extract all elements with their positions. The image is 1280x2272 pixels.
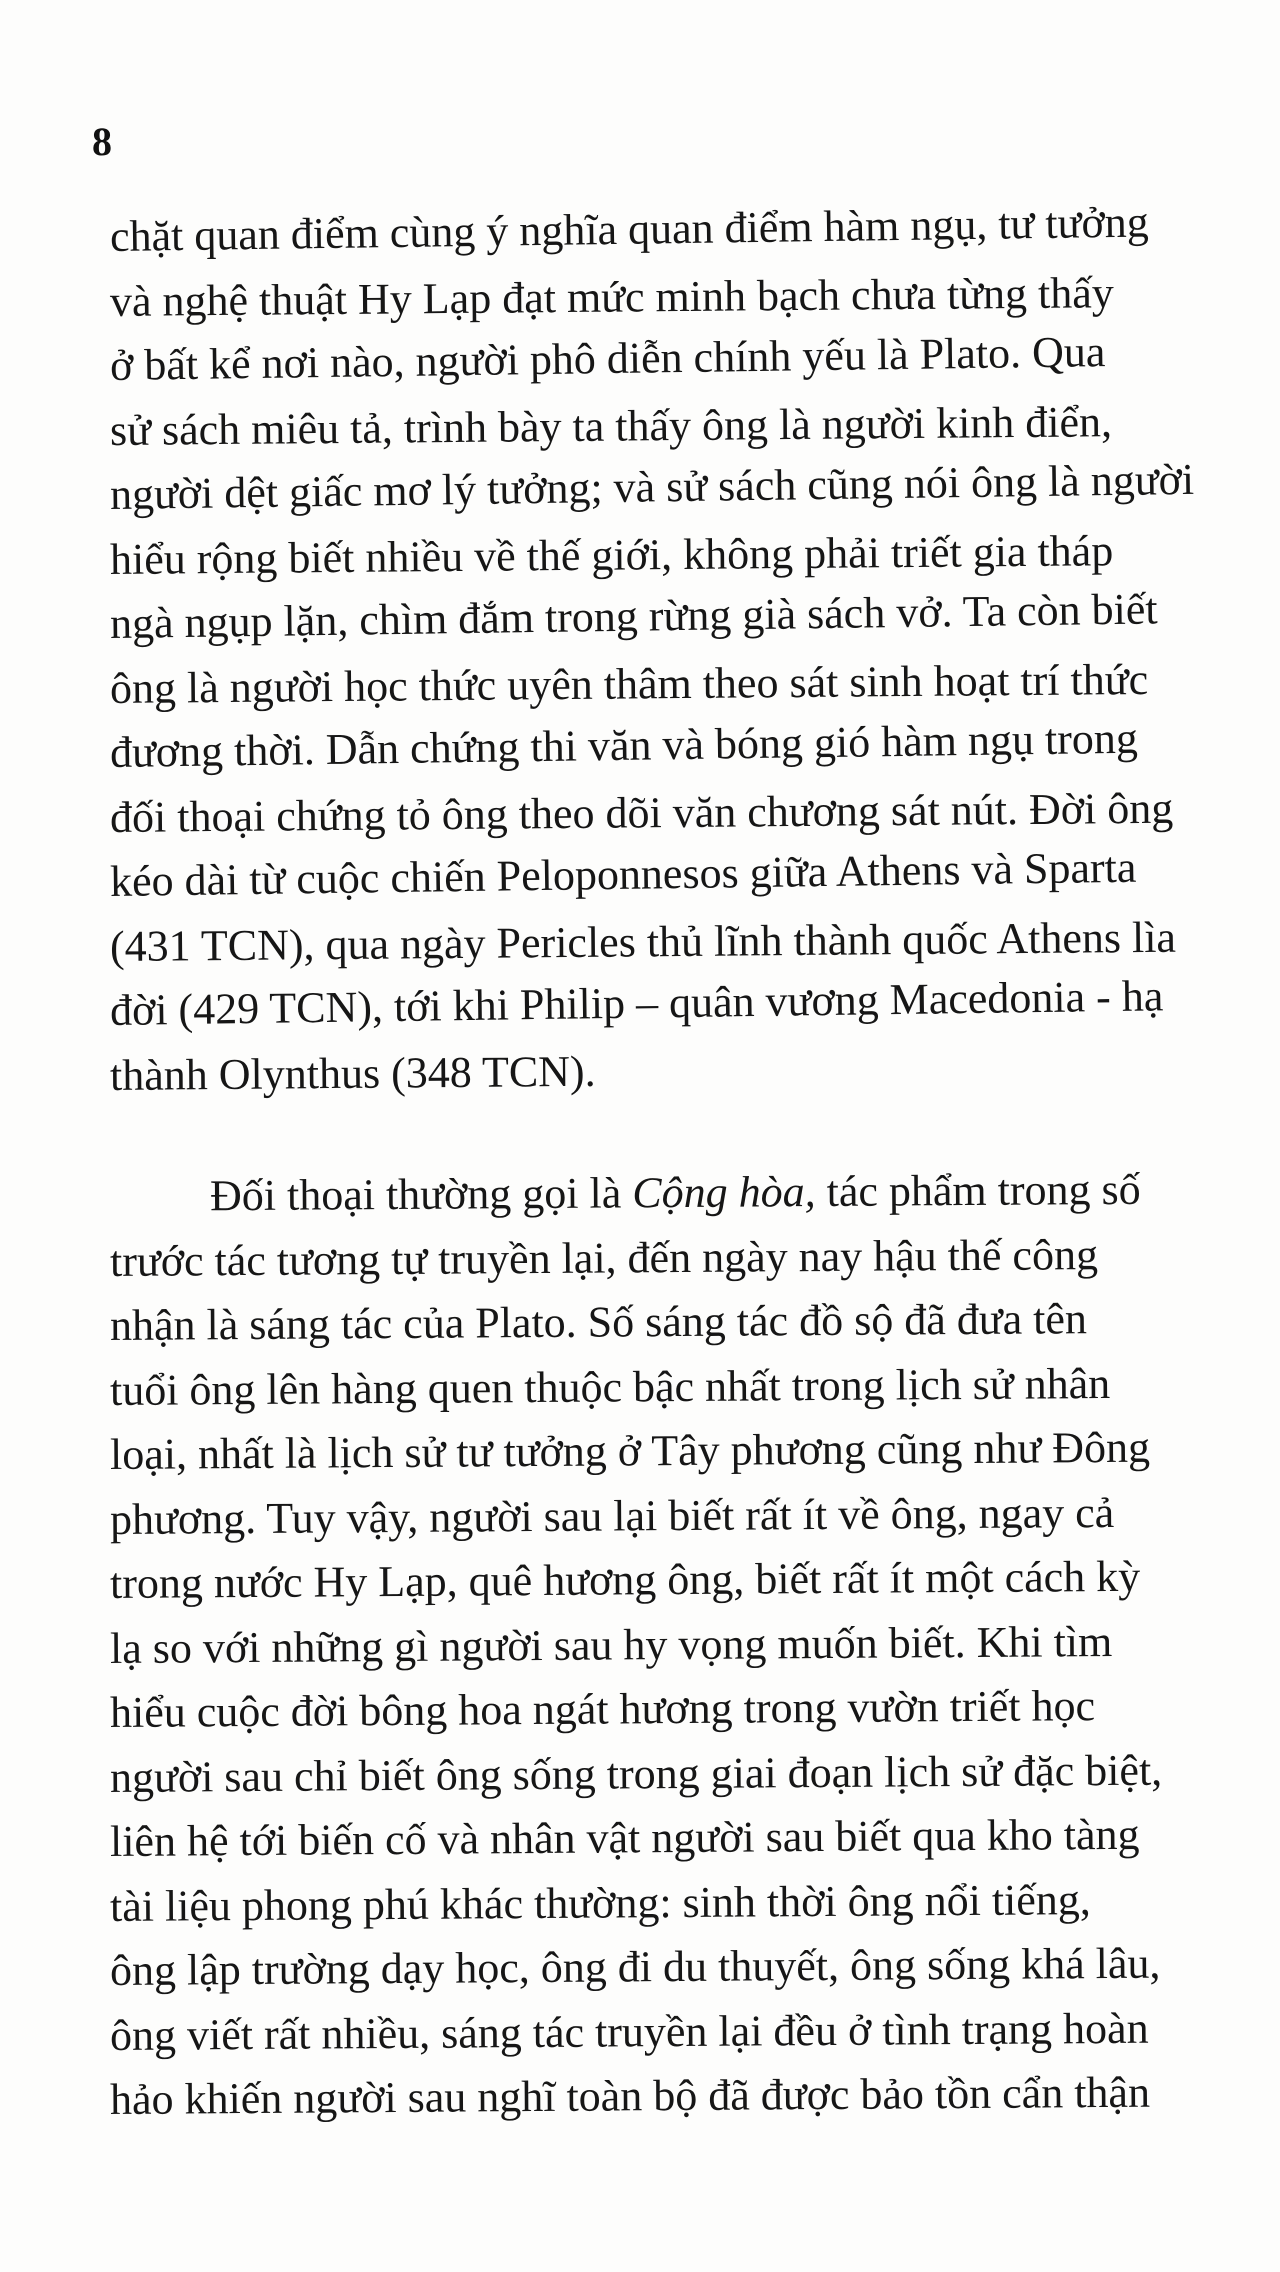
page-number: 8 bbox=[92, 119, 113, 164]
text-line: và nghệ thuật Hy Lạp đạt mức minh bạch chưa từng thấy bbox=[109, 267, 1114, 326]
paragraph-1 bbox=[109, 197, 1230, 1108]
text-line: đối thoại chứng tỏ ông theo dõi văn chương sát nút. Đời ông bbox=[109, 783, 1174, 842]
text-line: phương. Tuy vậy, người sau lại biết rất ít về ông, ngay cả bbox=[109, 1487, 1115, 1544]
text-line: tài liệu phong phú khác thường: sinh thời ông nổi tiếng, bbox=[109, 1874, 1092, 1931]
text-line: hảo khiến người sau nghĩ toàn bộ đã được bảo tồn cẩn thận bbox=[109, 2067, 1151, 2124]
text-line: loại, nhất là lịch sử tư tưởng ở Tây phương cũng như Đông bbox=[109, 1422, 1151, 1479]
text-line: sử sách miêu tả, trình bày ta thấy ông là người kinh điển, bbox=[109, 396, 1113, 455]
book-title: Cộng hòa, bbox=[632, 1167, 816, 1218]
text-line: ông viết rất nhiều, sáng tác truyền lại đều ở tình trạng hoàn bbox=[109, 2003, 1149, 2060]
paragraph-first-line bbox=[110, 1157, 1230, 1229]
text-line: kéo dài từ cuộc chiến Peloponnesos giữa Athens và Sparta bbox=[109, 842, 1137, 906]
text-line: đương thời. Dẫn chứng thi văn và bóng gió hàm ngụ trong bbox=[109, 713, 1139, 777]
text-line: tuổi ông lên hàng quen thuộc bậc nhất trong lịch sử nhân bbox=[109, 1358, 1111, 1415]
text-line: hiểu rộng biết nhiều về thế giới, không phải triết gia tháp bbox=[109, 525, 1114, 584]
text-line: người dệt giấc mơ lý tưởng; và sử sách cũng nói ông là người bbox=[109, 454, 1195, 519]
text-line: ở bất kể nơi nào, người phô diễn chính yếu là Plato. Qua bbox=[109, 327, 1106, 390]
text-line: (431 TCN), qua ngày Pericles thủ lĩnh thành quốc Athens lìa bbox=[109, 912, 1177, 971]
text-line: lạ so với những gì người sau hy vọng muốn biết. Khi tìm bbox=[109, 1616, 1113, 1673]
text-line: ông lập trường dạy học, ông đi du thuyết, ông sống khá lâu, bbox=[109, 1938, 1161, 1995]
text-line: trước tác tương tự truyền lại, đến ngày nay hậu thế công bbox=[109, 1229, 1099, 1286]
text-line: người sau chỉ biết ông sống trong giai đoạn lịch sử đặc biệt, bbox=[109, 1745, 1163, 1802]
text-line: liên hệ tới biến cố và nhân vật người sau biết qua kho tàng bbox=[109, 1809, 1140, 1866]
text-run: tác phẩm trong số bbox=[815, 1164, 1141, 1217]
text-line: trong nước Hy Lạp, quê hương ông, biết rất ít một cách kỳ bbox=[109, 1551, 1141, 1608]
text-line: hiểu cuộc đời bông hoa ngát hương trong vườn triết học bbox=[109, 1681, 1096, 1737]
text-line: nhận là sáng tác của Plato. Số sáng tác đồ sộ đã đưa tên bbox=[109, 1294, 1088, 1350]
text-line: thành Olynthus (348 TCN). bbox=[109, 1046, 596, 1100]
text-line: ông là người học thức uyên thâm theo sát sinh hoạt trí thức bbox=[109, 654, 1149, 713]
text-line: ngà ngụp lặn, chìm đắm trong rừng già sách vở. Ta còn biết bbox=[109, 584, 1158, 648]
paragraph-2 bbox=[110, 1165, 1230, 2133]
text-line: đời (429 TCN), tới khi Philip – quân vương Macedonia - hạ bbox=[109, 971, 1164, 1035]
text-run: Đối thoại thường gọi là bbox=[209, 1168, 633, 1221]
text-line: chặt quan điểm cùng ý nghĩa quan điểm hàm ngụ, tư tưởng bbox=[109, 197, 1149, 261]
